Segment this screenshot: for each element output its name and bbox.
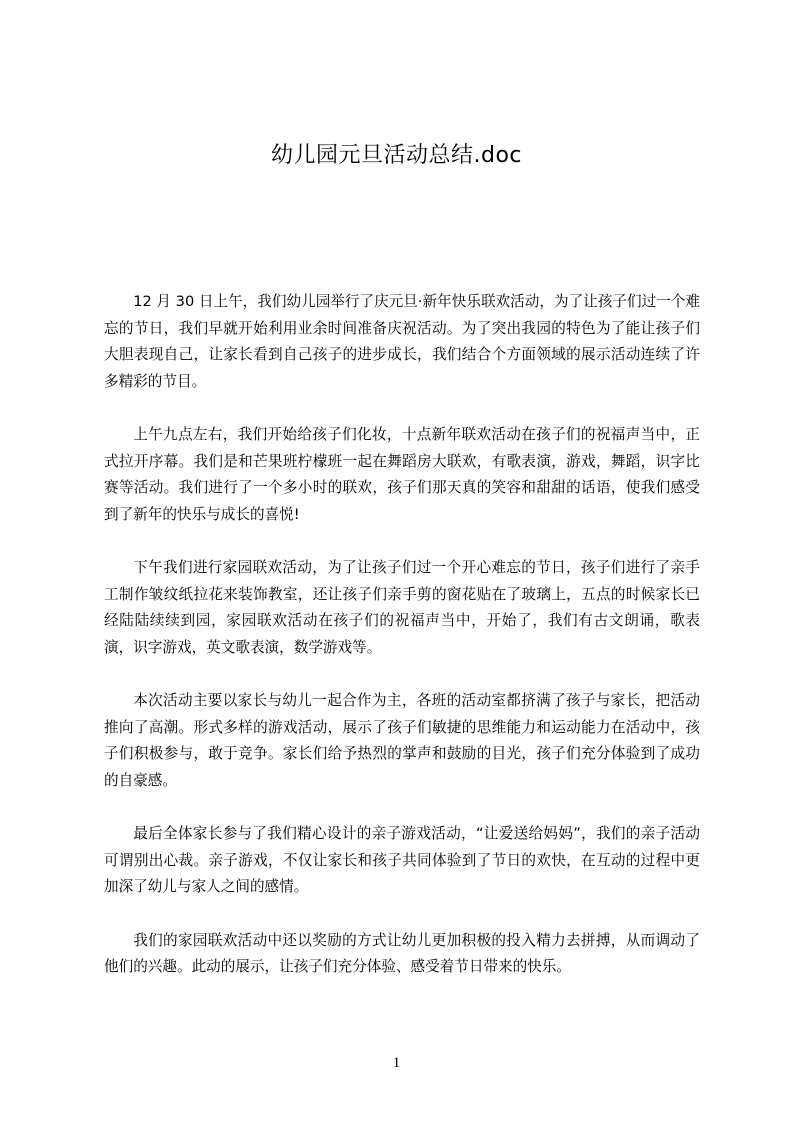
page-number: 1	[392, 1055, 401, 1071]
document-body	[104, 289, 700, 1008]
document-title: 幼儿园元旦活动总结.doc	[270, 143, 522, 168]
paragraph-5: 最后全体家长参与了我们精心设计的亲子游戏活动，“让爱送给妈妈”，我们的亲子活动可谓别出心裁。亲子游戏，不仅让家长和孩子共同体验到了节日的欢快，在互动的过程中更加深了幼儿与家人之间的感情。	[104, 825, 700, 895]
paragraph-1: 12 月 30 日上午，我们幼儿园举行了庆元旦·新年快乐联欢活动，为了让孩子们过一个难忘的节日，我们早就开始利用业余时间准备庆祝活动。为了突出我园的特色为了能让孩子们大胆表现自己，让家长看到自己孩子的进步成长，我们结合个方面领域的展示活动连续了许多精彩的节目。	[104, 293, 700, 390]
paragraph-3: 下午我们进行家园联欢活动，为了让孩子们过一个开心难忘的节日，孩子们进行了亲手工制作皱纹纸拉花来装饰教室，还让孩子们亲手剪的窗花贴在了玻璃上，五点的时候家长已经陆陆续续到园，家园联欢活动在孩子们的祝福声当中，开始了，我们有古文朗诵，歌表演，识字游戏，英文歌表演，数学游戏等。	[104, 559, 700, 656]
paragraph-2: 上午九点左右，我们开始给孩子们化妆，十点新年联欢活动在孩子们的祝福声当中，正式拉开序幕。我们是和芒果班柠檬班一起在舞蹈房大联欢，有歌表演，游戏，舞蹈，识字比赛等活动。我们进行了一个多小时的联欢，孩子们那天真的笑容和甜甜的话语，使我们感受到了新年的快乐与成长的喜悦!	[104, 426, 700, 523]
paragraph-4: 本次活动主要以家长与幼儿一起合作为主，各班的活动室都挤满了孩子与家长，把活动推向了高潮。形式多样的游戏活动，展示了孩子们敏捷的思维能力和运动能力在活动中，孩子们积极参与，敢于竞争。家长们给予热烈的掌声和鼓励的目光，孩子们充分体验到了成功的自豪感。	[104, 692, 700, 789]
paragraph-6: 我们的家园联欢活动中还以奖励的方式让幼儿更加积极的投入精力去拼搏，从而调动了他们的兴趣。此动的展示，让孩子们充分体验、感受着节日带来的快乐。	[104, 931, 700, 975]
